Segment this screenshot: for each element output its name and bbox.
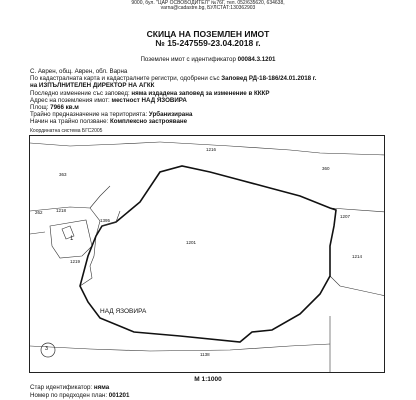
boundary-top [160,142,385,155]
address-row [30,97,187,104]
label-building: 1 [70,236,74,242]
approval-line-2: на ИЗПЪЛНИТЕЛЕН ДИРЕКТОР НА АГКК [30,82,155,89]
label-1214: 1214 [352,254,363,259]
coord-system-label: Координатна система БГС2005 [30,128,103,134]
last-change-row [30,90,269,97]
main-parcel-boundary [80,166,336,342]
use-row [30,118,187,125]
area-row [30,104,79,111]
plan-no-row [30,392,129,399]
plan-no-value: 001201 [108,392,130,399]
map-drawing [30,136,385,373]
boundary-right-bottom [330,276,385,296]
location-text: С. Аврен, общ. Аврен, обл. Варна [30,68,128,75]
label-360: 360 [322,166,330,171]
boundary-right-top [330,208,385,212]
identifier-value: 00084.3.1201 [237,56,276,63]
approval-order: Заповед РД-18-186/24.01.2018 г. [221,75,317,82]
label-1201: 1201 [186,240,197,245]
identifier-label: Поземлен имот с идентификатор [140,56,236,63]
header-email: varna@cadastre.bg, БУЛСТАТ:130362903 [160,5,256,11]
label-1219: 1219 [70,259,81,264]
purpose-label: Трайно предназначение на територията: [30,111,148,118]
label-1207: 1207 [340,214,351,219]
circle-label: 3 [45,346,49,352]
boundary-left-upper [90,186,110,208]
approval-prefix: По кадастралната карта и кадастралните регистри, одобрени със [30,75,220,82]
last-change-value: няма издадена заповед за изменение в КККР [131,90,270,97]
map-scale: М 1:1000 [194,376,222,383]
header-address: 9000, бул. "ЦАР ОСВОБОДИТЕЛ" №76Г, тел. 052/635620, 634638, [131,0,285,6]
label-1395: 1395 [100,218,111,223]
area-label: Площ: [30,104,49,111]
label-363: 363 [59,172,67,177]
last-change-label: Последно изменение със заповед: [30,90,130,97]
label-262: 262 [35,210,43,215]
identifier-row [0,56,416,63]
use-value: Комплексно застрояване [110,118,188,125]
use-label: Начин на трайно ползване: [30,118,109,125]
locality-label: НАД ЯЗОВИРА [100,308,147,315]
boundary-bottom [30,344,330,351]
purpose-row [30,111,192,118]
label-1138: 1138 [200,352,210,357]
label-1216: 1216 [206,147,217,152]
approval-line-1 [30,75,316,82]
boundary-left-lower [30,232,45,234]
old-id-value: няма [93,384,110,391]
old-id-label: Стар идентификатор: [30,384,93,391]
document-title: СКИЦА НА ПОЗЕМЛЕН ИМОТ [146,29,270,39]
label-1218: 1218 [56,208,67,213]
area-value: 7966 кв.м [50,104,79,111]
boundary-top-left [30,142,160,146]
purpose-value: Урбанизирана [148,111,193,118]
address-value: местност НАД ЯЗОВИРА [111,97,187,104]
plan-no-label: Номер по предходен план: [30,392,108,399]
document-number: № 15-247559-23.04.2018 г. [155,38,261,48]
cadastral-map [29,135,385,373]
address-label: Адрес на поземления имот: [30,97,110,104]
old-id-row [30,384,109,391]
